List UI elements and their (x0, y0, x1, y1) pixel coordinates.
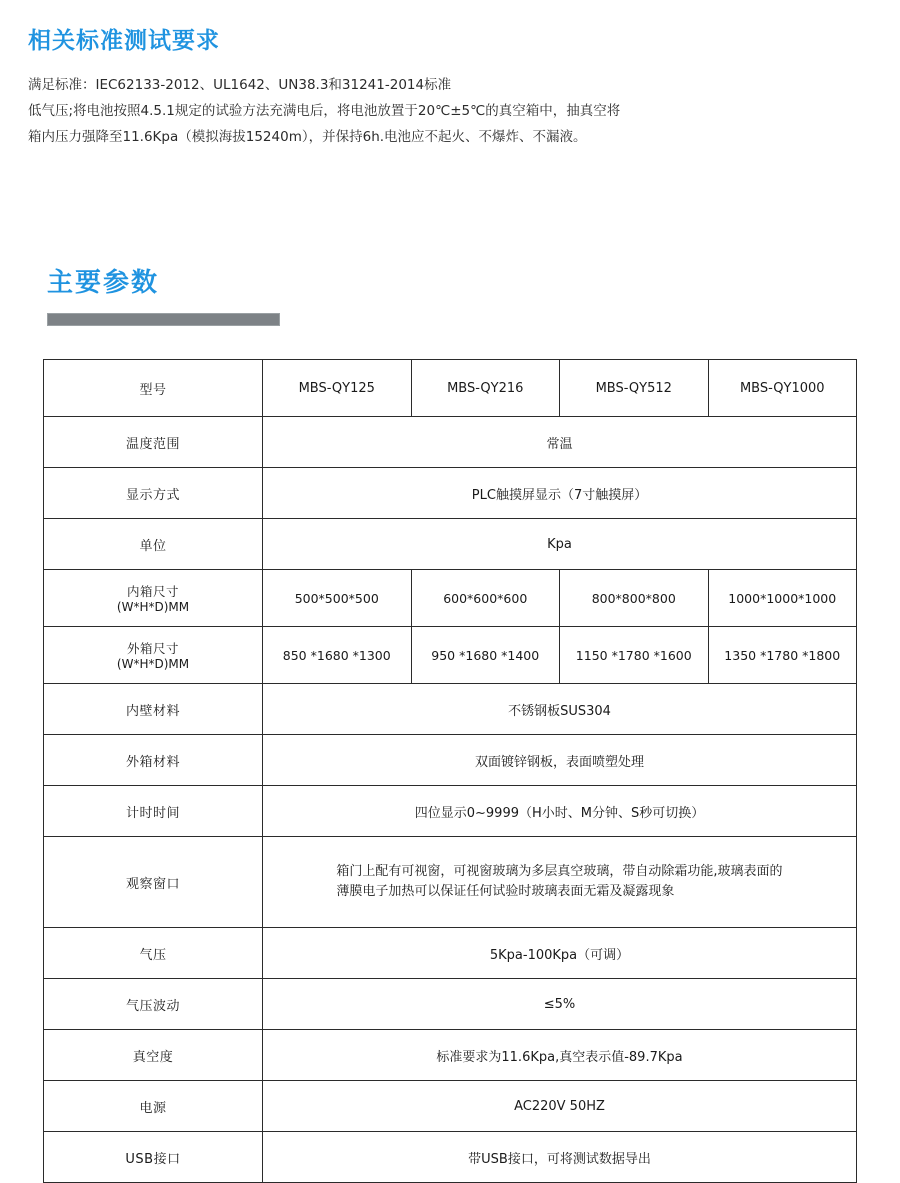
standards-heading: 相关标准测试要求 (28, 28, 220, 54)
table-row (44, 570, 857, 627)
table-cell: 600*600*600 (411, 570, 560, 627)
table-cell: 500*500*500 (263, 570, 412, 627)
row-label: 内壁材料 (44, 684, 263, 735)
table-cell: 四位显示0~9999（H小时、M分钟、S秒可切换） (263, 786, 857, 837)
row-label: 外箱材料 (44, 735, 263, 786)
row-label: 真空度 (44, 1030, 263, 1081)
table-cell: 800*800*800 (560, 570, 709, 627)
table-cell: 1350 *1780 *1800 (708, 627, 857, 684)
table-row (44, 928, 857, 979)
observation-window-text (336, 862, 782, 902)
row-label-sub: (W*H*D)MM (116, 657, 190, 671)
spec-table-container (43, 359, 857, 1183)
standards-body (28, 72, 848, 150)
table-row (44, 735, 857, 786)
table-row (44, 979, 857, 1030)
table-row (44, 837, 857, 928)
table-cell: 5Kpa-100Kpa（可调） (263, 928, 857, 979)
row-label: 电源 (44, 1081, 263, 1132)
table-cell: MBS-QY1000 (708, 360, 857, 417)
row-label-sub: (W*H*D)MM (116, 600, 190, 614)
row-label: 显示方式 (44, 468, 263, 519)
table-cell (263, 837, 857, 928)
params-section-header (47, 268, 867, 326)
table-row (44, 360, 857, 417)
table-row (44, 684, 857, 735)
row-label: 单位 (44, 519, 263, 570)
table-cell: Kpa (263, 519, 857, 570)
observation-line-2: 薄膜电子加热可以保证任何试验时玻璃表面无霜及凝露现象 (336, 884, 675, 899)
standards-line-2: 低气压;将电池按照4.5.1规定的试验方法充满电后，将电池放置于20℃±5℃的真空箱中，抽真空将 (28, 102, 621, 119)
table-row (44, 519, 857, 570)
row-label-main: 外箱尺寸 (126, 641, 179, 656)
observation-line-1: 箱门上配有可视窗，可视窗玻璃为多层真空玻璃，带自动除霜功能,玻璃表面的 (336, 864, 783, 879)
table-row (44, 468, 857, 519)
table-cell: 850 *1680 *1300 (263, 627, 412, 684)
table-cell: 标准要求为11.6Kpa,真空表示值-89.7Kpa (263, 1030, 857, 1081)
table-cell: 不锈钢板SUS304 (263, 684, 857, 735)
table-cell: MBS-QY512 (560, 360, 709, 417)
row-label (44, 570, 263, 627)
row-label-main: 内箱尺寸 (126, 584, 179, 599)
table-cell: 常温 (263, 417, 857, 468)
row-label: 计时时间 (44, 786, 263, 837)
row-label: 气压 (44, 928, 263, 979)
heading-underline-bar (47, 313, 280, 326)
table-cell: ≤5% (263, 979, 857, 1030)
table-cell: MBS-QY216 (411, 360, 560, 417)
table-cell: PLC触摸屏显示（7寸触摸屏） (263, 468, 857, 519)
standards-line-3: 箱内压力强降至11.6Kpa（模拟海拔15240m），并保持6h.电池应不起火、不爆炸、不漏液。 (28, 128, 587, 145)
standards-line-1: 满足标准：IEC62133-2012、UL1642、UN38.3和31241-2014标准 (28, 76, 452, 93)
table-cell: 双面镀锌钢板，表面喷塑处理 (263, 735, 857, 786)
row-label: 气压波动 (44, 979, 263, 1030)
table-row (44, 1030, 857, 1081)
table-cell: 带USB接口，可将测试数据导出 (263, 1132, 857, 1183)
spec-table-body (44, 360, 857, 1183)
table-row (44, 417, 857, 468)
spec-table (43, 359, 857, 1183)
table-cell: AC220V 50HZ (263, 1081, 857, 1132)
table-cell: 1000*1000*1000 (708, 570, 857, 627)
standards-section (28, 28, 848, 150)
row-label (44, 627, 263, 684)
table-cell: 950 *1680 *1400 (411, 627, 560, 684)
table-row (44, 786, 857, 837)
table-row (44, 1132, 857, 1183)
table-cell: 1150 *1780 *1600 (560, 627, 709, 684)
params-heading: 主要参数 (47, 268, 160, 298)
table-row (44, 627, 857, 684)
table-row (44, 1081, 857, 1132)
row-label: 型号 (44, 360, 263, 417)
row-label: 温度范围 (44, 417, 263, 468)
row-label: USB接口 (44, 1132, 263, 1183)
table-cell: MBS-QY125 (263, 360, 412, 417)
row-label: 观察窗口 (44, 837, 263, 928)
